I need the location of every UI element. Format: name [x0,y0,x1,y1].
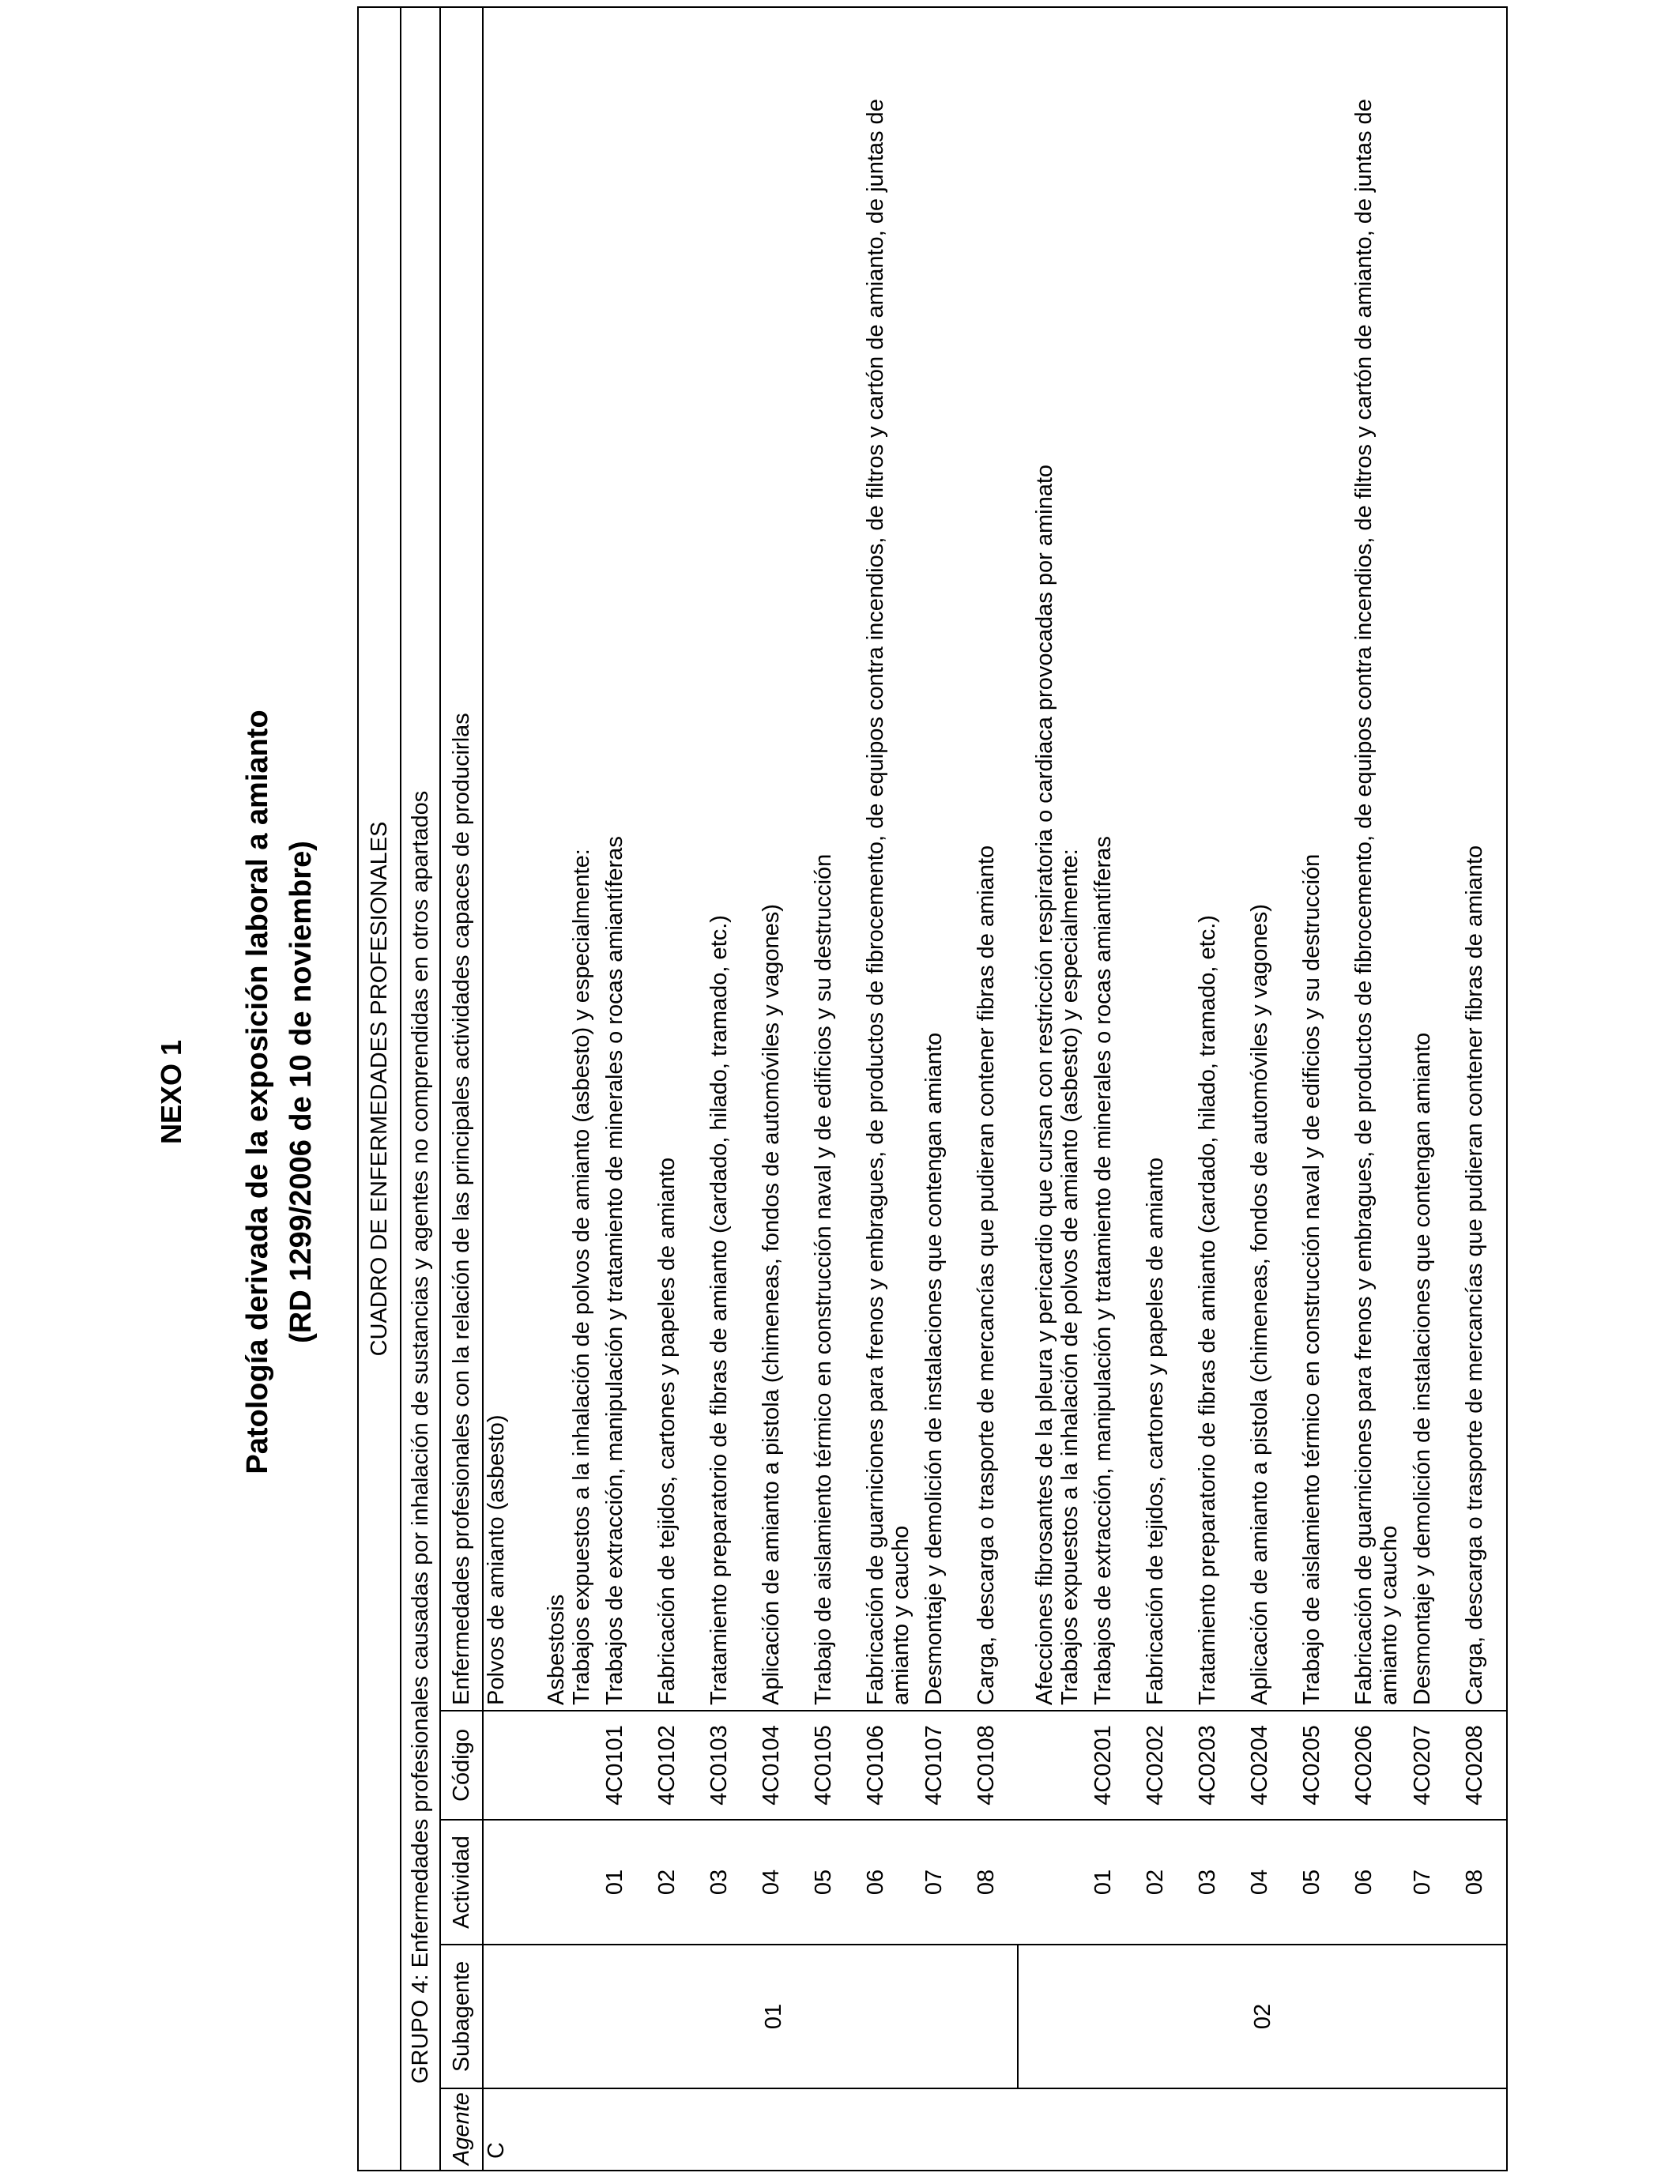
activity-code: 4C0104 [751,1711,803,1820]
activity-code: 4C0106 [855,1711,913,1820]
col-header-subagent: Subagente [440,1945,483,2088]
activity-description: Fabricación de guarniciones para frenos y embragues, de productos de fibrocemento, de equipos contra incendios, de filtros y cartón de amianto, de juntas de amianto y caucho [855,7,913,1711]
col-header-code: Código [440,1711,483,1820]
activity-number: 02 [646,1820,699,1945]
activity-code: 4C0203 [1187,1711,1239,1820]
col-header-activity: Actividad [440,1820,483,1945]
activity-number: 05 [1291,1820,1343,1945]
activity-number: 03 [1187,1820,1239,1945]
document-title: Patología derivada de la exposición laboral a amianto [241,710,274,1474]
table-row [1135,7,1187,2171]
activity-number: 07 [913,1820,966,1945]
activity-description: Tratamiento preparatorio de fibras de amianto (cardado, hilado, tramado, etc.) [699,7,751,1711]
table-row [699,7,751,2171]
activity-description: Fabricación de guarniciones para frenos y embragues, de productos de fibrocemento, de equipos contra incendios, de filtros y cartón de amianto, de juntas de amianto y caucho [1343,7,1402,1711]
table-row [1291,7,1343,2171]
activity-description: Aplicación de amianto a pistola (chimeneas, fondos de automóviles y vagones) [1239,7,1291,1711]
disease-row [1018,7,1057,2171]
col-header-agent: Agente [440,2088,483,2171]
diseases-table [357,6,1508,2171]
agent-code: C [483,2088,529,2171]
intro-row [1057,7,1083,2171]
activity-description: Trabajos de extracción, manipulación y tratamiento de minerales o rocas amiantíferas [594,7,646,1711]
table-row [1187,7,1239,2171]
table-caption: CUADRO DE ENFERMEDADES PROFESIONALES [358,7,401,2171]
activity-code: 4C0103 [699,1711,751,1820]
activity-code: 4C0202 [1135,1711,1187,1820]
activity-number: 04 [751,1820,803,1945]
activity-code: 4C0107 [913,1711,966,1820]
table-row [594,7,646,2171]
activity-code: 4C0208 [1454,1711,1507,1820]
activity-code: 4C0206 [1343,1711,1402,1820]
table-row [646,7,699,2171]
table-row [1239,7,1291,2171]
activity-number: 03 [699,1820,751,1945]
table-row [751,7,803,2171]
table-row [1083,7,1135,2171]
table-row [1343,7,1402,2171]
table-body [483,7,1507,2171]
disease-name: Afecciones fibrosantes de la pleura y pericardio que cursan con restricción respiratoria o cardiaca provocadas por aminato [1018,7,1057,1711]
table-row [1454,7,1507,2171]
intro-row [569,7,594,2171]
table-row [966,7,1018,2171]
activity-description: Tratamiento preparatorio de fibras de amianto (cardado, hilado, tramado, etc.) [1187,7,1239,1711]
activity-number: 07 [1402,1820,1454,1945]
activity-number: 05 [803,1820,855,1945]
activity-code: 4C0207 [1402,1711,1454,1820]
annex-label: NEXO 1 [155,1039,187,1145]
activity-description: Trabajo de aislamiento térmico en construcción naval y de edificios y su destrucción [803,7,855,1711]
group-caption: GRUPO 4: Enfermedades profesionales causadas por inhalación de sustancias y agentes no comprendidas en otros apartados [401,7,440,2088]
activity-description: Desmontaje y demolición de instalaciones que contengan amianto [1402,7,1454,1711]
agent-row [483,7,529,2171]
agent-description: Polvos de amianto (asbesto) [483,7,529,1711]
activity-description: Fabricación de tejidos, cartones y papeles de amianto [646,7,699,1711]
activity-code: 4C0105 [803,1711,855,1820]
activity-number: 01 [594,1820,646,1945]
activity-description: Trabajos de extracción, manipulación y tratamiento de minerales o rocas amiantíferas [1083,7,1135,1711]
table-row [1402,7,1454,2171]
activity-description: Desmontaje y demolición de instalaciones que contengan amianto [913,7,966,1711]
activity-number: 02 [1135,1820,1187,1945]
activity-description: Trabajo de aislamiento térmico en construcción naval y de edificios y su destrucción [1291,7,1343,1711]
disease-name: Asbestosis [529,7,569,1711]
subagent-code: 01 [529,1945,1018,2088]
activity-number: 06 [855,1820,913,1945]
activity-description: Carga, descarga o trasporte de mercancías que pudieran contener fibras de amianto [966,7,1018,1711]
activity-code: 4C0204 [1239,1711,1291,1820]
intro-text: Trabajos expuestos a la inhalación de polvos de amianto (asbesto) y especialmente: [1057,7,1083,1711]
subagent-code: 02 [1018,1945,1507,2088]
activity-description: Aplicación de amianto a pistola (chimeneas, fondos de automóviles y vagones) [751,7,803,1711]
table-row [913,7,966,2171]
table-row [855,7,913,2171]
table-row [803,7,855,2171]
activity-code: 4C0108 [966,1711,1018,1820]
activity-code: 4C0201 [1083,1711,1135,1820]
col-header-description: Enfermedades profesionales con la relación de las principales actividades capaces de producirlas [440,7,483,1711]
activity-number: 06 [1343,1820,1402,1945]
activity-number: 08 [1454,1820,1507,1945]
disease-row [529,7,569,2171]
activity-number: 08 [966,1820,1018,1945]
activity-code: 4C0102 [646,1711,699,1820]
document-subtitle: (RD 1299/2006 de 10 de noviembre) [284,841,318,1343]
activity-code: 4C0101 [594,1711,646,1820]
activity-description: Carga, descarga o trasporte de mercancías que pudieran contener fibras de amianto [1454,7,1507,1711]
activity-number: 01 [1083,1820,1135,1945]
activity-number: 04 [1239,1820,1291,1945]
intro-text: Trabajos expuestos a la inhalación de polvos de amianto (asbesto) y especialmente: [569,7,594,1711]
activity-description: Fabricación de tejidos, cartones y papeles de amianto [1135,7,1187,1711]
activity-code: 4C0205 [1291,1711,1343,1820]
